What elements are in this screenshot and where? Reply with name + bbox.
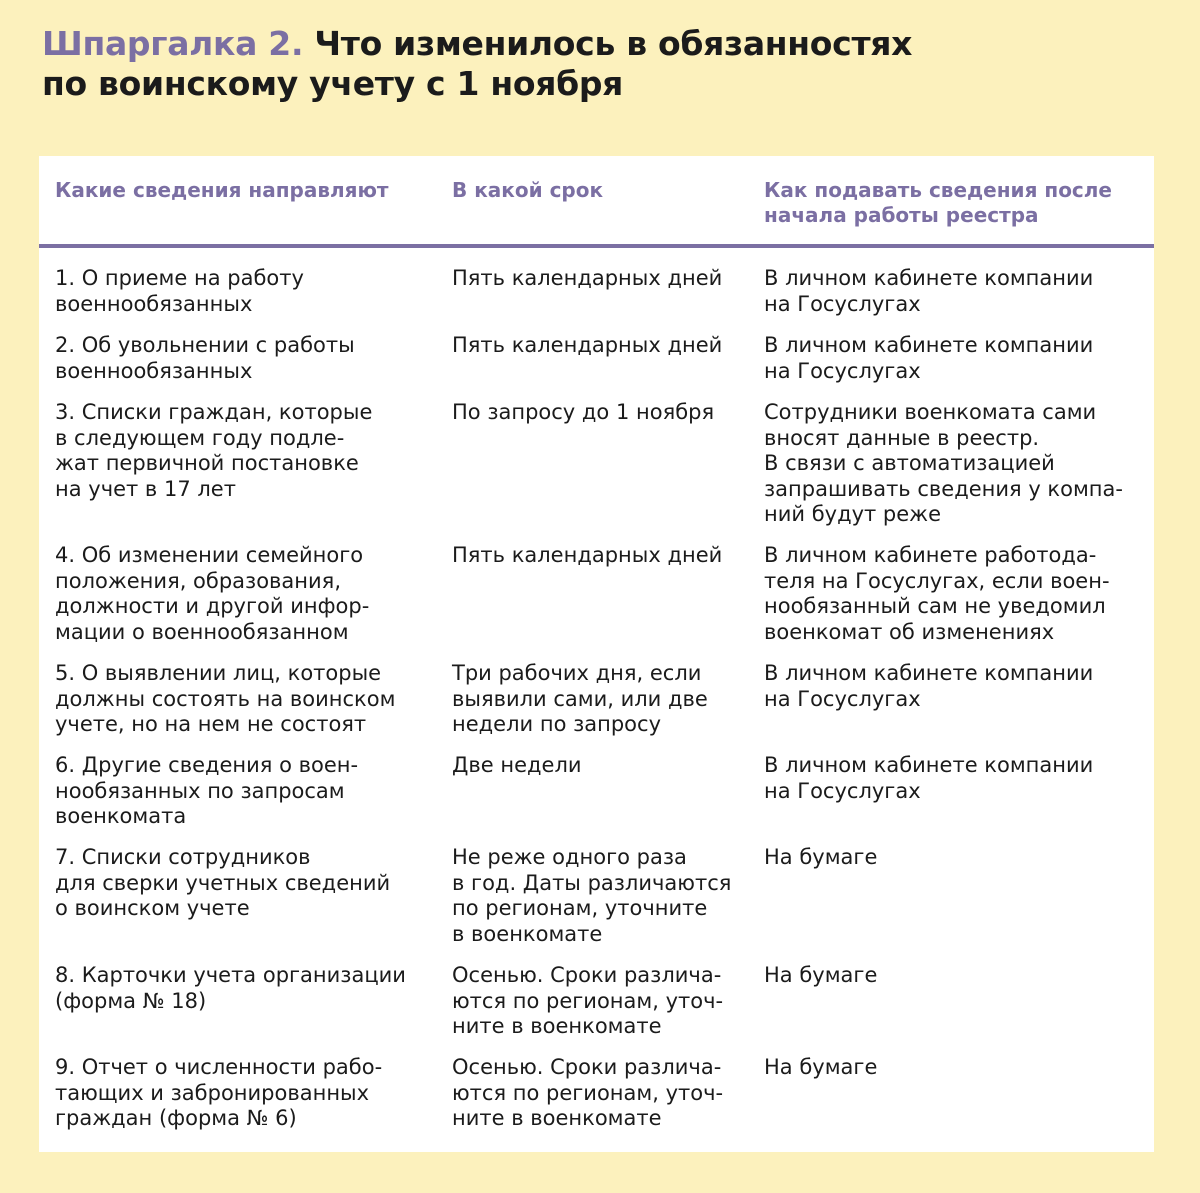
cell-what: 7. Списки сотрудников для сверки учетных сведений о воинском учете (55, 845, 391, 920)
table-card (39, 156, 1154, 1152)
cell-how: В личном кабинете компании на Госуслугах (764, 753, 1094, 803)
cell-what: 6. Другие сведения о воен- нообязанных по запросам военкомата (55, 753, 359, 828)
cell-what: 5. О выявлении лиц, которые должны состоять на воинском учете, но на нем не состоят (55, 661, 396, 736)
cell-what: 3. Списки граждан, которые в следующем году подле- жат первичной постановке на учет в 17 лет (55, 400, 373, 501)
cell-when: По запросу до 1 ноября (452, 400, 715, 424)
cell-what: 2. Об увольнении с работы военнообязанных (55, 333, 355, 383)
cell-how: На бумаге (764, 1055, 878, 1079)
cell-how: Сотрудники военкомата сами вносят данные в реестр. В связи с автоматизацией запрашивать сведения у компа- ний будут реже (764, 400, 1123, 526)
cell-when: Осенью. Сроки различа- ются по регионам, уточ- ните в военкомате (452, 963, 724, 1038)
title-main: Что изменилось в обязанностях по воинскому учету с 1 ноября (42, 24, 913, 103)
cell-when: Пять календарных дней (452, 543, 723, 567)
cell-when: Не реже одного раза в год. Даты различаются по регионам, уточните в военкомате (452, 845, 732, 946)
cell-when: Три рабочих дня, если выявили сами, или две недели по запросу (452, 661, 708, 736)
cell-how: В личном кабинете компании на Госуслугах (764, 661, 1094, 711)
table-header (39, 156, 1154, 248)
header-what: Какие сведения направляют (55, 178, 389, 202)
header-when: В какой срок (452, 178, 604, 202)
cell-how: На бумаге (764, 845, 878, 869)
cell-what: 9. Отчет о численности рабо- тающих и забронированных граждан (форма № 6) (55, 1055, 383, 1130)
cell-when: Пять календарных дней (452, 333, 723, 357)
cell-when: Пять календарных дней (452, 266, 723, 290)
cell-when: Две недели (452, 753, 582, 777)
cell-what: 8. Карточки учета организации (форма № 18) (55, 963, 406, 1013)
cell-what: 1. О приеме на работу военнообязанных (55, 266, 304, 316)
cell-how: В личном кабинете работода- теля на Госуслугах, если воен- нообязанный сам не уведомил военкомат об изменениях (764, 543, 1110, 644)
header-how: Как подавать сведения после начала работы реестра (764, 178, 1112, 227)
title-prefix: Шпаргалка 2. (42, 24, 304, 63)
cell-how: На бумаге (764, 963, 878, 987)
page-title (42, 24, 1172, 104)
cell-how: В личном кабинете компании на Госуслугах (764, 266, 1094, 316)
cell-when: Осенью. Сроки различа- ются по регионам, уточ- ните в военкомате (452, 1055, 724, 1130)
cell-what: 4. Об изменении семейного положения, образования, должности и другой инфор- мации о военнообязанном (55, 543, 370, 644)
cell-how: В личном кабинете компании на Госуслугах (764, 333, 1094, 383)
